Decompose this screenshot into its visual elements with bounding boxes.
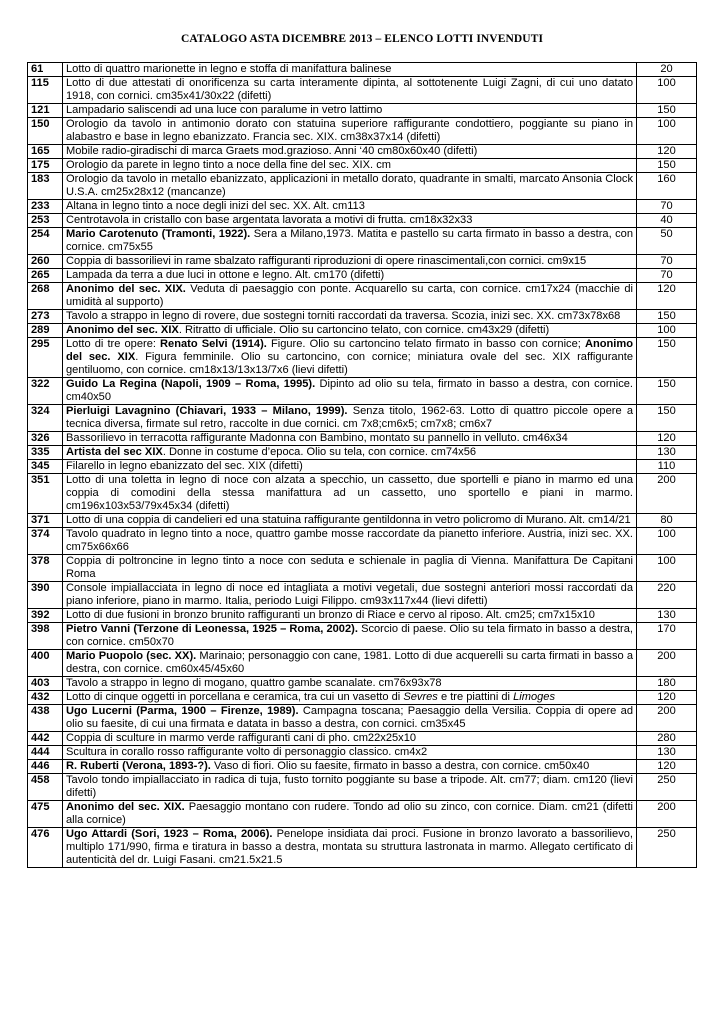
lot-price: 100: [637, 324, 697, 338]
lot-number: 121: [28, 104, 63, 118]
table-row: [28, 609, 697, 623]
lot-price: 130: [637, 446, 697, 460]
table-row: [28, 623, 697, 650]
table-row: [28, 760, 697, 774]
lot-text: Tavolo quadrato in legno tinto a noce, quattro gambe mosse raccordate da pianetto inferiore. Austria, inizi sec. XX. cm75x66x66: [66, 528, 633, 553]
lot-price: 50: [637, 228, 697, 255]
lot-text: Bassorilievo in terracotta raffigurante Madonna con Bambino, montato su pannello in velluto. cm46x34: [66, 432, 568, 444]
lot-price: 180: [637, 677, 697, 691]
lot-number: 398: [28, 623, 63, 650]
lot-artist: Anonimo del sec. XIX: [66, 324, 179, 336]
lot-text: Dipinto ad olio su tela, firmato in basso a destra, con cornice. cm40x50: [66, 378, 633, 403]
lot-number: 444: [28, 746, 63, 760]
lot-description: [63, 432, 637, 446]
lot-artist: Pierluigi Lavagnino (Chiavari, 1933 – Milano, 1999).: [66, 405, 348, 417]
lot-text: Coppia di sculture in marmo verde raffiguranti cani di pho. cm22x25x10: [66, 732, 417, 744]
lot-text: Tavolo tondo impiallacciato in radica di tuja, fusto tornito poggiante su base a tripode. Alt. cm77; diam. cm120 (lievi difetti): [66, 774, 633, 799]
lot-price: 200: [637, 705, 697, 732]
lot-number: 446: [28, 760, 63, 774]
lot-text: Centrotavola in cristallo con base argentata lavorata a motivi di frutta. cm18x32x33: [66, 214, 473, 226]
lot-number: 390: [28, 582, 63, 609]
lot-text: Scorcio di paese. Olio su tela firmato in basso a destra, con cornice. cm50x70: [66, 623, 633, 648]
lot-description: [63, 405, 637, 432]
lot-price: 20: [637, 63, 697, 77]
lot-artist: Renato Selvi (1914).: [160, 338, 267, 350]
lot-number: 183: [28, 173, 63, 200]
lot-price: 160: [637, 173, 697, 200]
lot-number: 322: [28, 378, 63, 405]
lot-text: Campagna toscana; Paesaggio della Versilia. Coppia di opere ad olio su faesite, di cui una firmata e datata in basso a destra, con cornici. cm35x45: [66, 705, 633, 730]
lot-artist: Ugo Lucerni (Parma, 1900 – Firenze, 1989).: [66, 705, 299, 717]
lot-number: 345: [28, 460, 63, 474]
lot-description: [63, 378, 637, 405]
lot-price: 120: [637, 145, 697, 159]
lot-price: 70: [637, 200, 697, 214]
table-row: [28, 705, 697, 732]
lot-description: [63, 255, 637, 269]
lot-price: 100: [637, 528, 697, 555]
lots-table: [27, 62, 697, 868]
lot-text: Filarello in legno ebanizzato del sec. XIX (difetti): [66, 460, 303, 472]
lot-text: Senza titolo, 1962-63. Lotto di quattro piccole opere a tecnica diversa, firmate sul retro, raccolte in due cornici. cm 7x8;cm6x5; cm7x8; cm6x7: [66, 405, 633, 430]
lot-artist: Anonimo del sec. XIX.: [66, 801, 185, 813]
table-row: [28, 145, 697, 159]
lot-artist: Artista del sec XIX: [66, 446, 163, 458]
table-row: [28, 159, 697, 173]
lot-price: 280: [637, 732, 697, 746]
lot-price: 70: [637, 255, 697, 269]
lot-price: 120: [637, 691, 697, 705]
lot-text: Altana in legno tinto a noce degli inizi del sec. XX. Alt. cm113: [66, 200, 365, 212]
lot-number: 378: [28, 555, 63, 582]
lot-number: 476: [28, 828, 63, 868]
table-row: [28, 774, 697, 801]
lot-text: Paesaggio montano con rudere. Tondo ad olio su zinco, con cornice. Diam. cm21 (difetti alla cornice): [66, 801, 633, 826]
lot-text: Scultura in corallo rosso raffigurante volto di personaggio classico. cm4x2: [66, 746, 428, 758]
lot-text: Lotto di due attestati di onorificenza su carta interamente dipinta, al sottotenente Luigi Zagni, di cui uno datato 1918, con cornici. cm35x41/30x22 (difetti): [66, 77, 633, 102]
table-row: [28, 173, 697, 200]
lot-number: 253: [28, 214, 63, 228]
lot-number: 438: [28, 705, 63, 732]
lot-text: Penelope insidiata dai proci. Fusione in bronzo lavorato a bassorilievo, multiplo 171/990, firma e tiratura in basso a destra, montata su struttura lastronata in marmo. Allegato certificato di autenticità del dr. Luigi Fasani. cm21.5x21.5: [66, 828, 633, 866]
lot-price: 100: [637, 118, 697, 145]
lot-text: Tavolo a strappo in legno di rovere, due sostegni torniti raccordati da traversa. Scozia, inizi sec. XX. cm73x78x68: [66, 310, 621, 322]
lot-text: Lotto di una toletta in legno di noce con alzata a specchio, un cassetto, due sportelli e piano in marmo ed una coppia di comodini della stessa manifattura ad un cassetto, uno sportello e piani in marmo. cm196x103x53/79x45x34 (difetti): [66, 474, 633, 512]
lot-text: Coppia di bassorilievi in rame sbalzato raffiguranti riproduzioni di opere rinascimentali,con cornici. cm9x15: [66, 255, 587, 267]
table-row: [28, 228, 697, 255]
table-row: [28, 324, 697, 338]
table-row: [28, 63, 697, 77]
lot-text: Orologio da tavolo in antimonio dorato con statuina superiore raffigurante condottiero, poggiante su piano in alabastro e base in legno ebanizzato. Francia sec. XIX. cm38x37x14 (difetti): [66, 118, 633, 143]
table-row: [28, 677, 697, 691]
lot-price: 150: [637, 310, 697, 324]
lot-description: [63, 63, 637, 77]
lot-text: e tre piattini di: [437, 691, 514, 703]
lot-description: [63, 691, 637, 705]
table-row: [28, 460, 697, 474]
lot-description: [63, 338, 637, 378]
lot-price: 220: [637, 582, 697, 609]
table-row: [28, 474, 697, 514]
lot-number: 115: [28, 77, 63, 104]
lot-text: Veduta di paesaggio con ponte. Acquarello su carta, con cornice. cm17x24 (macchie di umidità al supporto): [66, 283, 633, 308]
lot-number: 335: [28, 446, 63, 460]
lot-number: 233: [28, 200, 63, 214]
lot-text: Lampada da terra a due luci in ottone e legno. Alt. cm170 (difetti): [66, 269, 385, 281]
lot-text: Orologio da parete in legno tinto a noce della fine del sec. XIX. cm: [66, 159, 391, 171]
lot-description: [63, 446, 637, 460]
table-row: [28, 446, 697, 460]
lot-text: Lotto di tre opere:: [66, 338, 161, 350]
lot-price: 40: [637, 214, 697, 228]
lot-price: 130: [637, 609, 697, 623]
table-row: [28, 269, 697, 283]
lot-description: [63, 145, 637, 159]
lot-description: [63, 760, 637, 774]
lot-artist: Mario Puopolo (sec. XX).: [66, 650, 197, 662]
lot-text: Mobile radio-giradischi di marca Graets mod.grazioso. Anni ‘40 cm80x60x40 (difetti): [66, 145, 478, 157]
table-row: [28, 746, 697, 760]
table-row: [28, 432, 697, 446]
lot-description: [63, 324, 637, 338]
table-row: [28, 77, 697, 104]
lot-text: Lotto di cinque oggetti in porcellana e ceramica, tra cui un vasetto di: [66, 691, 404, 703]
lot-price: 110: [637, 460, 697, 474]
table-row: [28, 378, 697, 405]
lot-artist: Mario Carotenuto (Tramonti, 1922).: [66, 228, 251, 240]
lot-description: [63, 609, 637, 623]
lot-price: 130: [637, 746, 697, 760]
lot-number: 61: [28, 63, 63, 77]
lot-text: Tavolo a strappo in legno di mogano, quattro gambe scanalate. cm76x93x78: [66, 677, 442, 689]
lot-description: [63, 705, 637, 732]
lot-text: Lotto di due fusioni in bronzo brunito raffiguranti un bronzo di Riace e cervo al riposo. Alt. cm25; cm7x15x10: [66, 609, 595, 621]
lot-text: . Donne in costume d’epoca. Olio su tela, con cornice. cm74x56: [162, 446, 477, 458]
table-row: [28, 255, 697, 269]
lot-description: [63, 582, 637, 609]
lot-description: [63, 774, 637, 801]
lot-text: Sera a Milano,1973. Matita e pastello su carta firmato in basso a destra, con cornice. cm75x55: [66, 228, 634, 253]
lot-price: 200: [637, 650, 697, 677]
lot-number: 175: [28, 159, 63, 173]
lot-description: [63, 677, 637, 691]
lot-description: [63, 214, 637, 228]
lot-text: Marinaio; personaggio con cane, 1981. Lotto di due acquerelli su carta firmati in basso a destra, con cornice. cm60x45/45x60: [66, 650, 633, 675]
lot-price: 100: [637, 77, 697, 104]
page-title: CATALOGO ASTA DICEMBRE 2013 – ELENCO LOTTI INVENDUTI: [180, 33, 544, 45]
lot-number: 400: [28, 650, 63, 677]
table-row: [28, 214, 697, 228]
lot-description: [63, 514, 637, 528]
lot-price: 150: [637, 159, 697, 173]
lot-number: 273: [28, 310, 63, 324]
lot-number: 432: [28, 691, 63, 705]
lot-number: 475: [28, 801, 63, 828]
table-row: [28, 691, 697, 705]
lot-description: [63, 310, 637, 324]
lot-description: [63, 104, 637, 118]
lot-text: Lotto di una coppia di candelieri ed una statuina raffigurante gentildonna in vetro policromo di Murano. Alt. cm14/21: [66, 514, 631, 526]
lot-artist: Anonimo del sec. XIX.: [66, 283, 186, 295]
lot-number: 150: [28, 118, 63, 145]
lot-description: [63, 173, 637, 200]
lot-price: 170: [637, 623, 697, 650]
lot-price: 80: [637, 514, 697, 528]
lot-text: Orologio da tavolo in metallo ebanizzato, applicazioni in metallo dorato, quadrante in smalti, marcato Ansonia Clock U.S.A. cm25x28x12 (mancanze): [66, 173, 633, 198]
table-row: [28, 514, 697, 528]
table-row: [28, 732, 697, 746]
table-row: [28, 650, 697, 677]
lot-description: [63, 159, 637, 173]
lot-text: Lotto di quattro marionette in legno e stoffa di manifattura balinese: [66, 63, 392, 75]
table-row: [28, 310, 697, 324]
lot-price: 150: [637, 104, 697, 118]
lot-description: [63, 623, 637, 650]
lot-description: [63, 460, 637, 474]
lot-description: [63, 801, 637, 828]
lot-price: 250: [637, 828, 697, 868]
lot-artist: Ugo Attardi (Sori, 1923 – Roma, 2006).: [66, 828, 273, 840]
lot-price: 150: [637, 338, 697, 378]
table-row: [28, 104, 697, 118]
lot-number: 371: [28, 514, 63, 528]
lot-text: Coppia di poltroncine in legno tinto a noce con seduta e schienale in paglia di Vienna. Manifattura De Capitani Roma: [66, 555, 633, 580]
lot-number: 268: [28, 283, 63, 310]
lot-description: [63, 269, 637, 283]
lot-price: 250: [637, 774, 697, 801]
lot-price: 200: [637, 801, 697, 828]
lot-price: 120: [637, 283, 697, 310]
lot-price: 120: [637, 432, 697, 446]
lot-text: Console impiallacciata in legno di noce ed intagliata a motivi vegetali, due sostegni anteriori mossi raccordati da piano inferiore, piano in marmo. Italia, periodo Luigi Filippo. cm93x117x44 (lievi difetti): [66, 582, 633, 607]
lot-text: . Figura femminile. Olio su cartoncino, con cornice; miniatura ovale del sec. XIX raffigurante gentiluomo, con cornice. cm18x13/13x13/7x6 (lievi difetti): [66, 351, 633, 376]
lot-description: [63, 528, 637, 555]
lot-number: 295: [28, 338, 63, 378]
table-row: [28, 283, 697, 310]
lot-number: 403: [28, 677, 63, 691]
lot-number: 326: [28, 432, 63, 446]
lot-text: . Ritratto di ufficiale. Olio su cartoncino telato, con cornice. cm43x29 (difetti): [178, 324, 550, 336]
lot-number: 442: [28, 732, 63, 746]
lot-number: 374: [28, 528, 63, 555]
lot-description: [63, 283, 637, 310]
lot-description: [63, 555, 637, 582]
lot-artist: R. Ruberti (Verona, 1893-?).: [66, 760, 211, 772]
lot-artist: Guido La Regina (Napoli, 1909 – Roma, 1995).: [66, 378, 316, 390]
lot-text: Figure. Olio su cartoncino telato firmato in basso con cornice;: [266, 338, 585, 350]
lot-number: 260: [28, 255, 63, 269]
lot-description: [63, 746, 637, 760]
table-row: [28, 555, 697, 582]
lot-description: [63, 650, 637, 677]
lot-number: 458: [28, 774, 63, 801]
lot-text: Vaso di fiori. Olio su faesite, firmato in basso a destra, con cornice. cm50x40: [210, 760, 590, 772]
lot-maker: Sevres: [403, 691, 438, 703]
lot-description: [63, 200, 637, 214]
lot-price: 70: [637, 269, 697, 283]
lot-number: 351: [28, 474, 63, 514]
lot-price: 150: [637, 378, 697, 405]
lot-description: [63, 474, 637, 514]
lot-artist: Anonimo del sec. XIX: [66, 338, 634, 363]
lot-number: 392: [28, 609, 63, 623]
lot-description: [63, 228, 637, 255]
table-row: [28, 405, 697, 432]
lot-price: 120: [637, 760, 697, 774]
lot-description: [63, 732, 637, 746]
table-row: [28, 801, 697, 828]
lot-text: Lampadario saliscendi ad una luce con paralume in vetro lattimo: [66, 104, 383, 116]
lot-price: 200: [637, 474, 697, 514]
lots-table-body: [28, 63, 697, 868]
lot-number: 289: [28, 324, 63, 338]
lot-price: 150: [637, 405, 697, 432]
table-row: [28, 528, 697, 555]
lot-number: 265: [28, 269, 63, 283]
table-row: [28, 582, 697, 609]
lot-number: 165: [28, 145, 63, 159]
table-row: [28, 828, 697, 868]
lot-price: 100: [637, 555, 697, 582]
table-row: [28, 338, 697, 378]
table-row: [28, 200, 697, 214]
table-row: [28, 118, 697, 145]
lot-description: [63, 118, 637, 145]
lot-description: [63, 77, 637, 104]
lot-number: 324: [28, 405, 63, 432]
lot-description: [63, 828, 637, 868]
lot-number: 254: [28, 228, 63, 255]
lot-maker: Limoges: [513, 691, 556, 703]
lot-artist: Pietro Vanni (Terzone di Leonessa, 1925 – Roma, 2002).: [66, 623, 358, 635]
